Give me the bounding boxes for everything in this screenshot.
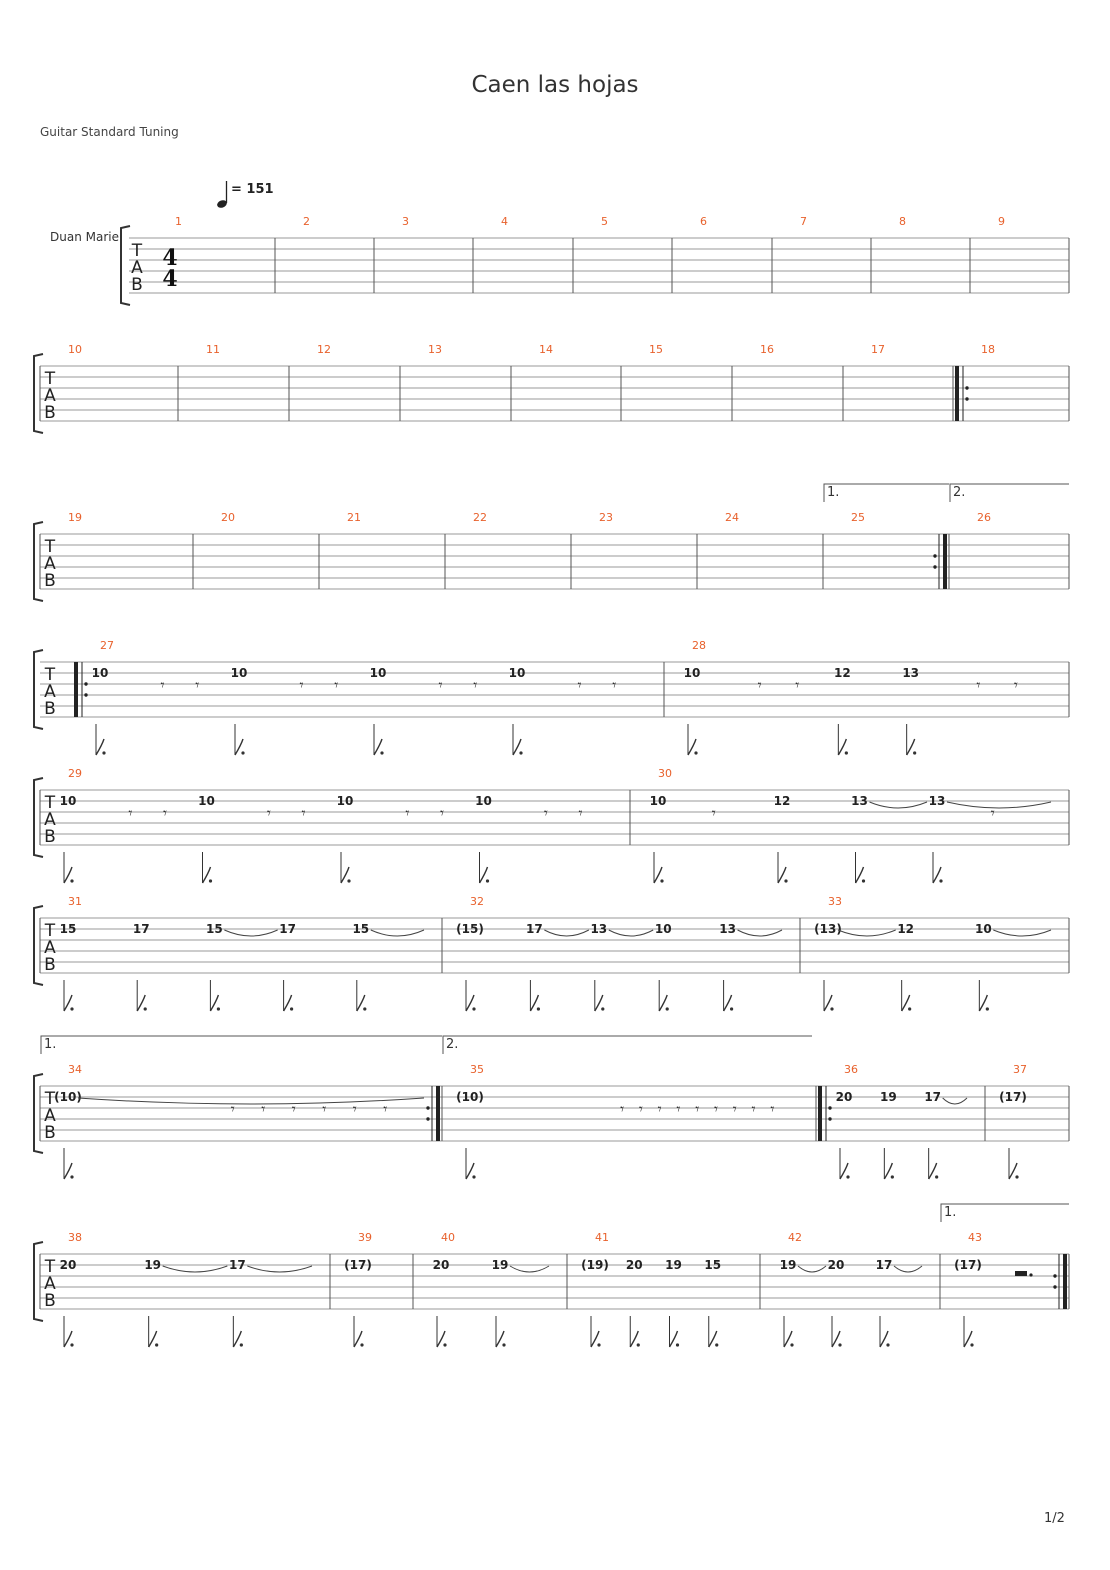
rest-symbol: 𝄾 xyxy=(230,1100,235,1118)
fret-number: 15 xyxy=(206,922,223,936)
tab-clef-letter: T xyxy=(44,921,56,941)
rest-symbol: 𝄾 xyxy=(405,804,410,822)
repeat-dot xyxy=(1053,1274,1056,1277)
fret-number: 13 xyxy=(851,794,868,808)
repeat-dot xyxy=(426,1106,429,1109)
dot xyxy=(102,751,105,754)
measure-number: 13 xyxy=(428,343,442,356)
volta-bracket xyxy=(41,1036,442,1054)
measure-number: 16 xyxy=(760,343,774,356)
repeat-dot xyxy=(965,397,968,400)
tie-arc xyxy=(738,930,782,936)
tab-clef-letter: A xyxy=(44,938,56,958)
tie-arc xyxy=(947,802,1051,808)
tie-arc xyxy=(163,1266,228,1272)
rest-symbol: 𝄾 xyxy=(695,1100,700,1118)
fret-number: 12 xyxy=(773,794,791,808)
dot xyxy=(601,1007,604,1010)
measure-number: 42 xyxy=(788,1231,802,1244)
measure-number: 29 xyxy=(68,767,82,780)
tab-clef-letter: T xyxy=(44,537,56,557)
tab-clef-letter: T xyxy=(44,793,56,813)
tab-clef-letter: A xyxy=(44,682,56,702)
fret-number: 17 xyxy=(228,1258,246,1272)
tab-clef-letter: A xyxy=(131,258,143,278)
tie-arc xyxy=(544,930,588,936)
measure-number: 6 xyxy=(700,215,707,228)
dot xyxy=(986,1007,989,1010)
rest-symbol: 𝄾 xyxy=(352,1100,357,1118)
measure-number: 23 xyxy=(599,511,613,524)
measure-number: 10 xyxy=(68,343,82,356)
measure-number: 39 xyxy=(358,1231,372,1244)
rest-symbol: 𝄾 xyxy=(543,804,548,822)
dot xyxy=(360,1343,363,1346)
tab-clef-letter: T xyxy=(44,1089,56,1109)
tie-arc xyxy=(894,1266,922,1272)
dot xyxy=(666,1007,669,1010)
measure-number: 9 xyxy=(998,215,1005,228)
fret-number: 10 xyxy=(369,666,387,680)
fret-number: 10 xyxy=(59,794,77,808)
repeat-end-thick-bar xyxy=(436,1086,440,1141)
repeat-start-thick-bar xyxy=(955,366,959,421)
dot xyxy=(380,751,383,754)
volta-label: 2. xyxy=(953,485,966,500)
tie-arc xyxy=(609,930,653,936)
tempo-marking: = 151 xyxy=(231,182,274,197)
measure-number: 25 xyxy=(851,511,865,524)
fret-number: 13 xyxy=(590,922,608,936)
fret-number: 19 xyxy=(665,1258,682,1272)
tie-arc xyxy=(371,930,424,936)
fret-number: (10) xyxy=(54,1090,82,1104)
repeat-dot xyxy=(933,565,936,568)
repeat-dot xyxy=(426,1117,429,1120)
rest-symbol: 𝄾 xyxy=(266,804,271,822)
dot xyxy=(676,1343,679,1346)
measure-number: 26 xyxy=(977,511,991,524)
dot xyxy=(886,1343,889,1346)
tab-clef-letter: B xyxy=(44,571,56,591)
dot xyxy=(845,751,848,754)
rest-symbol: 𝄾 xyxy=(976,676,981,694)
fret-number: 10 xyxy=(974,922,992,936)
repeat-start-thick-bar xyxy=(74,662,78,717)
dot xyxy=(908,1007,911,1010)
score-title: Caen las hojas xyxy=(471,72,639,98)
repeat-dot xyxy=(828,1106,831,1109)
fret-number: 10 xyxy=(683,666,701,680)
measure-number: 20 xyxy=(221,511,235,524)
rest-symbol: 𝄾 xyxy=(439,804,444,822)
rest-symbol: 𝄾 xyxy=(438,676,443,694)
fret-number: 15 xyxy=(59,922,77,936)
tab-clef-letter: B xyxy=(44,699,56,719)
rest-symbol: 𝄾 xyxy=(638,1100,643,1118)
fret-number: 20 xyxy=(625,1258,643,1272)
measure-number: 22 xyxy=(473,511,487,524)
instrument-name: Duan Marie xyxy=(50,230,119,244)
rest-symbol: 𝄾 xyxy=(711,804,716,822)
tab-clef-letter: B xyxy=(131,275,143,295)
rest-symbol: 𝄾 xyxy=(299,676,304,694)
repeat-start-thick-bar xyxy=(818,1086,822,1141)
rest-symbol: 𝄾 xyxy=(128,804,133,822)
repeat-end-thick-bar xyxy=(1063,1254,1067,1309)
repeat-dot xyxy=(933,554,936,557)
measure-number: 7 xyxy=(800,215,807,228)
tab-clef-letter: T xyxy=(131,241,143,261)
fret-number: (13) xyxy=(814,922,842,936)
measure-number: 17 xyxy=(871,343,885,356)
dot xyxy=(70,1343,73,1346)
volta-bracket xyxy=(950,484,1069,502)
rest-symbol: 𝄾 xyxy=(657,1100,662,1118)
repeat-dot xyxy=(965,386,968,389)
dot xyxy=(502,1343,505,1346)
fret-number: 10 xyxy=(91,666,109,680)
measure-number: 30 xyxy=(658,767,672,780)
dot xyxy=(70,1007,73,1010)
fret-number: 17 xyxy=(875,1258,893,1272)
dot xyxy=(70,1175,73,1178)
measure-number: 21 xyxy=(347,511,361,524)
dot xyxy=(730,1007,733,1010)
volta-label: 2. xyxy=(446,1037,459,1052)
fret-number: 17 xyxy=(132,922,150,936)
tab-clef-letter: B xyxy=(44,403,56,423)
measure-number: 33 xyxy=(828,895,842,908)
fret-number: (17) xyxy=(999,1090,1027,1104)
measure-number: 1 xyxy=(175,215,182,228)
dot xyxy=(472,1175,475,1178)
fret-number: 10 xyxy=(475,794,492,808)
dot xyxy=(155,1343,158,1346)
rest-symbol: 𝄾 xyxy=(577,676,582,694)
measure-number: 3 xyxy=(402,215,409,228)
tie-arc xyxy=(838,930,896,936)
measure-number: 2 xyxy=(303,215,310,228)
dot xyxy=(939,879,942,882)
tab-clef-letter: B xyxy=(44,955,56,975)
measure-number: 34 xyxy=(68,1063,82,1076)
rest-symbol: 𝄾 xyxy=(732,1100,737,1118)
measure-number: 5 xyxy=(601,215,608,228)
rest-symbol: 𝄾 xyxy=(751,1100,756,1118)
dot xyxy=(240,1343,243,1346)
fret-number: (17) xyxy=(954,1258,982,1272)
dot xyxy=(486,879,489,882)
tab-clef-letter: B xyxy=(44,1291,56,1311)
tab-clef-letter: A xyxy=(44,1274,56,1294)
measure-number: 40 xyxy=(441,1231,455,1244)
dot xyxy=(290,1007,293,1010)
dot xyxy=(913,751,916,754)
dot xyxy=(519,751,522,754)
rest-symbol: 𝄾 xyxy=(334,676,339,694)
fret-number: 19 xyxy=(779,1258,797,1272)
dot xyxy=(694,751,697,754)
volta-label: 1. xyxy=(827,485,840,500)
dot xyxy=(846,1175,849,1178)
measure-number: 32 xyxy=(470,895,484,908)
rest-symbol: 𝄾 xyxy=(160,676,165,694)
rest-symbol: 𝄾 xyxy=(322,1100,327,1118)
tie-arc xyxy=(993,930,1051,936)
fret-number: (10) xyxy=(456,1090,484,1104)
fret-number: 13 xyxy=(902,666,920,680)
fret-number: 13 xyxy=(719,922,736,936)
repeat-dot xyxy=(84,693,87,696)
dot xyxy=(838,1343,841,1346)
repeat-dot xyxy=(1053,1285,1056,1288)
dot xyxy=(347,879,350,882)
fret-number: 20 xyxy=(827,1258,845,1272)
rest-symbol: 𝄾 xyxy=(757,676,762,694)
dot xyxy=(443,1343,446,1346)
measure-number: 31 xyxy=(68,895,82,908)
rest-symbol: 𝄾 xyxy=(713,1100,718,1118)
tie-arc xyxy=(510,1266,549,1272)
system-bracket xyxy=(121,226,130,305)
tie-arc xyxy=(943,1098,967,1104)
measure-number: 27 xyxy=(100,639,114,652)
volta-bracket xyxy=(443,1036,812,1054)
measure-number: 18 xyxy=(981,343,995,356)
dot xyxy=(830,1007,833,1010)
dot xyxy=(537,1007,540,1010)
fret-number: 19 xyxy=(879,1090,897,1104)
fret-number: 10 xyxy=(336,794,354,808)
repeat-dot xyxy=(828,1117,831,1120)
rest-symbol: 𝄾 xyxy=(676,1100,681,1118)
fret-number: (17) xyxy=(344,1258,372,1272)
fret-number: 10 xyxy=(649,794,667,808)
tie-arc xyxy=(798,1266,826,1272)
measure-number: 37 xyxy=(1013,1063,1027,1076)
fret-number: 10 xyxy=(230,666,248,680)
tab-clef-letter: T xyxy=(44,369,56,389)
rest-symbol: 𝄾 xyxy=(195,676,200,694)
fret-number: 10 xyxy=(198,794,215,808)
fret-number: 17 xyxy=(279,922,296,936)
dot xyxy=(790,1343,793,1346)
tie-arc xyxy=(247,1266,312,1272)
dot xyxy=(597,1343,600,1346)
fret-number: 19 xyxy=(491,1258,509,1272)
measure-number: 19 xyxy=(68,511,82,524)
measure-number: 38 xyxy=(68,1231,82,1244)
dot xyxy=(241,751,244,754)
volta-label: 1. xyxy=(944,1205,957,1220)
rest-symbol: 𝄾 xyxy=(990,804,995,822)
rest-symbol: 𝄾 xyxy=(301,804,306,822)
tuning-label: Guitar Standard Tuning xyxy=(40,125,179,139)
dot xyxy=(1015,1175,1018,1178)
measure-number: 12 xyxy=(317,343,331,356)
fret-number: 17 xyxy=(924,1090,942,1104)
volta-label: 1. xyxy=(44,1037,57,1052)
fret-number: 12 xyxy=(897,922,915,936)
fret-number: 10 xyxy=(508,666,526,680)
dot xyxy=(472,1007,475,1010)
fret-number: 15 xyxy=(704,1258,722,1272)
dot xyxy=(363,1007,366,1010)
dot xyxy=(715,1343,718,1346)
volta-bracket xyxy=(824,484,949,502)
half-rest xyxy=(1015,1271,1027,1276)
repeat-end-thick-bar xyxy=(943,534,947,589)
rest-symbol: 𝄾 xyxy=(291,1100,296,1118)
rest-symbol: 𝄾 xyxy=(612,676,617,694)
dot xyxy=(70,879,73,882)
tie-arc xyxy=(870,802,928,808)
fret-number: 20 xyxy=(432,1258,450,1272)
measure-number: 36 xyxy=(844,1063,858,1076)
fret-number: (15) xyxy=(456,922,484,936)
dot xyxy=(144,1007,147,1010)
fret-number: 12 xyxy=(833,666,851,680)
dot xyxy=(637,1343,640,1346)
rest-symbol: 𝄾 xyxy=(383,1100,388,1118)
time-signature-bottom: 4 xyxy=(162,266,178,292)
measure-number: 11 xyxy=(206,343,220,356)
repeat-dot xyxy=(84,682,87,685)
rest-symbol: 𝄾 xyxy=(162,804,167,822)
rest-symbol: 𝄾 xyxy=(620,1100,625,1118)
measure-number: 4 xyxy=(501,215,508,228)
tie-arc xyxy=(224,930,277,936)
rest-symbol: 𝄾 xyxy=(770,1100,775,1118)
tab-clef-letter: T xyxy=(44,665,56,685)
tab-clef-letter: A xyxy=(44,1106,56,1126)
dot xyxy=(217,1007,220,1010)
measure-number: 35 xyxy=(470,1063,484,1076)
dot xyxy=(784,879,787,882)
dot xyxy=(1029,1273,1032,1276)
page-number: 1/2 xyxy=(1044,1511,1065,1526)
rest-symbol: 𝄾 xyxy=(578,804,583,822)
dot xyxy=(660,879,663,882)
rest-symbol: 𝄾 xyxy=(795,676,800,694)
tab-clef-letter: B xyxy=(44,827,56,847)
rest-symbol: 𝄾 xyxy=(261,1100,266,1118)
measure-number: 14 xyxy=(539,343,553,356)
fret-number: 19 xyxy=(144,1258,162,1272)
tab-clef-letter: A xyxy=(44,386,56,406)
fret-number: 17 xyxy=(526,922,543,936)
measure-number: 8 xyxy=(899,215,906,228)
measure-number: 43 xyxy=(968,1231,982,1244)
dot xyxy=(209,879,212,882)
fret-number: 13 xyxy=(928,794,946,808)
fret-number: 20 xyxy=(59,1258,77,1272)
rest-symbol: 𝄾 xyxy=(1013,676,1018,694)
tab-clef-letter: B xyxy=(44,1123,56,1143)
volta-bracket xyxy=(941,1204,1069,1222)
dot xyxy=(862,879,865,882)
tie-arc xyxy=(78,1098,424,1104)
fret-number: 15 xyxy=(352,922,370,936)
rest-symbol: 𝄾 xyxy=(473,676,478,694)
fret-number: 20 xyxy=(835,1090,853,1104)
tab-clef-letter: A xyxy=(44,810,56,830)
fret-number: (19) xyxy=(581,1258,609,1272)
dot xyxy=(970,1343,973,1346)
measure-number: 15 xyxy=(649,343,663,356)
fret-number: 10 xyxy=(654,922,672,936)
dot xyxy=(935,1175,938,1178)
tab-clef-letter: T xyxy=(44,1257,56,1277)
measure-number: 41 xyxy=(595,1231,609,1244)
dot xyxy=(891,1175,894,1178)
tab-clef-letter: A xyxy=(44,554,56,574)
measure-number: 28 xyxy=(692,639,706,652)
measure-number: 24 xyxy=(725,511,739,524)
time-signature-top: 4 xyxy=(162,245,178,271)
